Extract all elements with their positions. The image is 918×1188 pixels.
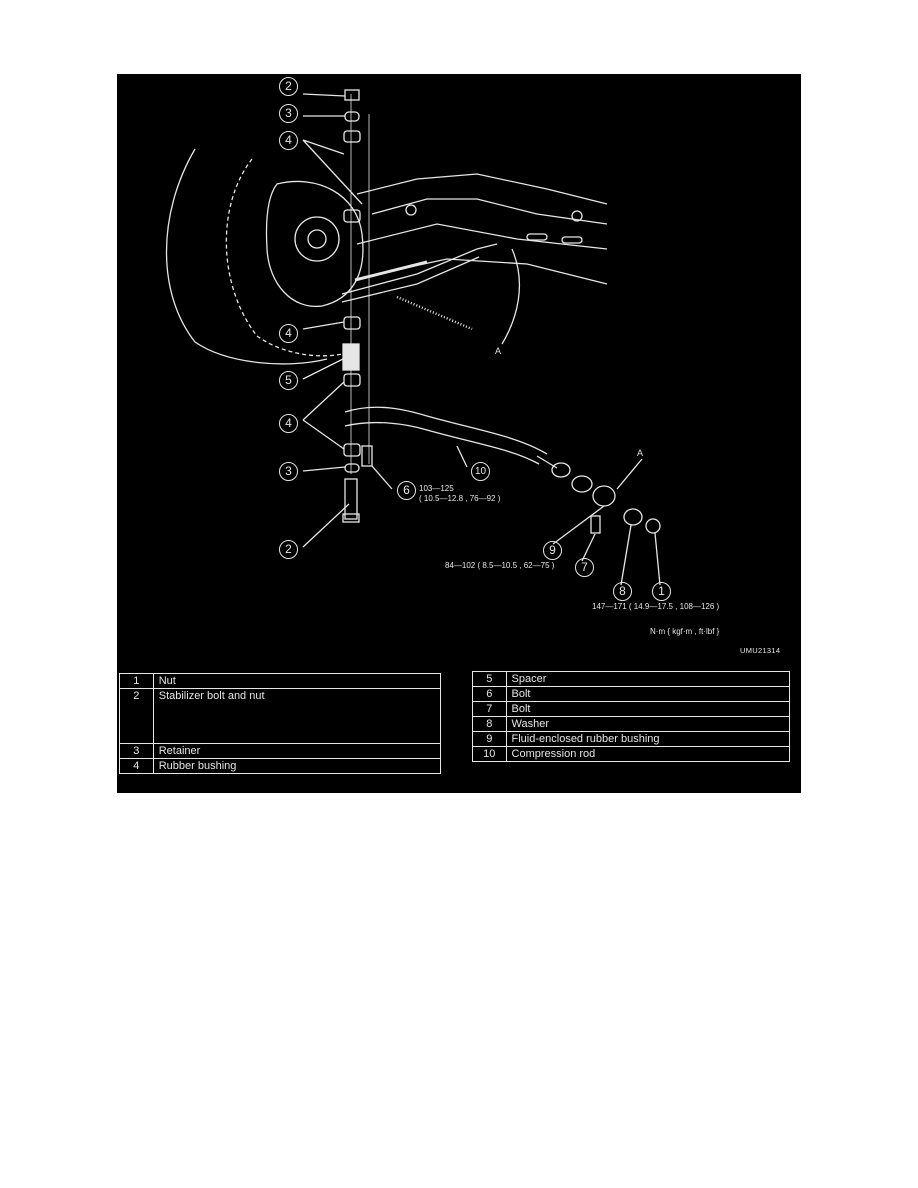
- leader-a-lower: [617, 459, 642, 489]
- leader-4-top: [303, 140, 362, 204]
- nut-top: [345, 90, 359, 100]
- bolt-7: [591, 516, 600, 533]
- legend-desc: Stabilizer bolt and nut: [153, 689, 440, 744]
- callout-7: 7: [575, 558, 594, 577]
- leader-2-top: [303, 94, 345, 96]
- torque-spec-nut-1: 147—171 ( 14.9—17.5 , 108—126 ): [592, 602, 720, 611]
- brake-hose: [477, 244, 497, 249]
- torque-spec-bolt-6: 103—125 ( 10.5—12.8 , 76—92 ): [419, 484, 501, 503]
- exploded-diagram-figure: [117, 74, 801, 793]
- parts-legend-right: [472, 671, 790, 762]
- leader-2-low: [303, 504, 349, 547]
- torque-units-note: N·m { kgf·m , ft·lbf }: [650, 627, 720, 636]
- bushing-mid: [344, 317, 360, 329]
- callout-10: 10: [471, 462, 490, 481]
- legend-desc: Bolt: [506, 702, 789, 717]
- figure-code: UMU21314: [740, 646, 781, 655]
- legend-num: 1: [120, 674, 154, 689]
- frame-side: [372, 199, 607, 224]
- frame-lower: [377, 259, 607, 284]
- legend-num: 4: [120, 759, 154, 774]
- legend-num: 10: [473, 747, 507, 762]
- parts-legend-left: [119, 673, 441, 774]
- torque-spec-bolt-7: 84—102 ( 8.5—10.5 , 62—75 ): [445, 561, 555, 570]
- frame-slot-1: [527, 234, 547, 240]
- knuckle: [266, 181, 362, 306]
- nut-1: [646, 519, 660, 533]
- compression-rod-arm-lower: [345, 423, 539, 464]
- legend-row: [120, 689, 441, 744]
- exploded-view-drawing: [117, 74, 801, 674]
- leader-9: [553, 506, 604, 544]
- washer-8: [624, 509, 642, 525]
- callout-8: 8: [613, 582, 632, 601]
- callout-4-top: 4: [279, 131, 298, 150]
- callout-4-low: 4: [279, 414, 298, 433]
- stabilizer-bolt: [345, 479, 357, 519]
- spacer: [343, 344, 359, 370]
- callout-5: 5: [279, 371, 298, 390]
- leader-1: [655, 533, 660, 585]
- label-a-lower: A: [637, 448, 644, 458]
- legend-row: [473, 687, 790, 702]
- retainer-low: [345, 464, 359, 472]
- legend-row: [120, 744, 441, 759]
- legend-desc: Nut: [153, 674, 440, 689]
- bushing-low-1: [344, 374, 360, 386]
- fluid-bushing: [593, 486, 615, 506]
- legend-num: 2: [120, 689, 154, 744]
- callout-9: 9: [543, 541, 562, 560]
- callout-1: 1: [652, 582, 671, 601]
- leader-7: [582, 534, 595, 561]
- legend-row: [120, 674, 441, 689]
- washer-2: [572, 476, 592, 492]
- leader-3-low: [303, 467, 345, 471]
- leader-4-low: [303, 382, 344, 449]
- stabilizer-bar: [355, 262, 427, 280]
- legend-desc: Rubber bushing: [153, 759, 440, 774]
- hub-center: [308, 230, 326, 248]
- leader-4-mid: [303, 322, 344, 329]
- legend-desc: Compression rod: [506, 747, 789, 762]
- legend-num: 5: [473, 672, 507, 687]
- frame-upper: [357, 174, 607, 204]
- leader-10: [457, 446, 467, 467]
- stabilizer-rod: [397, 297, 472, 329]
- frame-slot-2: [562, 237, 582, 243]
- legend-num: 9: [473, 732, 507, 747]
- retainer-top: [345, 112, 359, 121]
- hub: [295, 217, 339, 261]
- washer-1: [552, 463, 570, 477]
- legend-num: 6: [473, 687, 507, 702]
- callout-3-low: 3: [279, 462, 298, 481]
- callout-2-low: 2: [279, 540, 298, 559]
- legend-num: 7: [473, 702, 507, 717]
- leader-8: [621, 525, 631, 585]
- bolt-6: [362, 446, 372, 466]
- leader-6: [372, 466, 392, 489]
- compression-rod-arm: [345, 407, 547, 454]
- legend-row: [473, 747, 790, 762]
- callout-3-top: 3: [279, 104, 298, 123]
- bushing-top: [344, 131, 360, 142]
- legend-row: [473, 702, 790, 717]
- frame-hole-1: [406, 205, 416, 215]
- legend-desc: Fluid-enclosed rubber bushing: [506, 732, 789, 747]
- legend-num: 8: [473, 717, 507, 732]
- legend-row: [473, 672, 790, 687]
- legend-desc: Washer: [506, 717, 789, 732]
- legend-num: 3: [120, 744, 154, 759]
- bushing-low-2: [344, 444, 360, 456]
- legend-desc: Spacer: [506, 672, 789, 687]
- legend-desc: Retainer: [153, 744, 440, 759]
- callout-2-top: 2: [279, 77, 298, 96]
- legend-row: [473, 732, 790, 747]
- callout-6: 6: [397, 481, 416, 500]
- callout-4-mid: 4: [279, 324, 298, 343]
- legend-row: [473, 717, 790, 732]
- legend-desc: Bolt: [506, 687, 789, 702]
- legend-row: [120, 759, 441, 774]
- label-a-upper: A: [495, 346, 502, 356]
